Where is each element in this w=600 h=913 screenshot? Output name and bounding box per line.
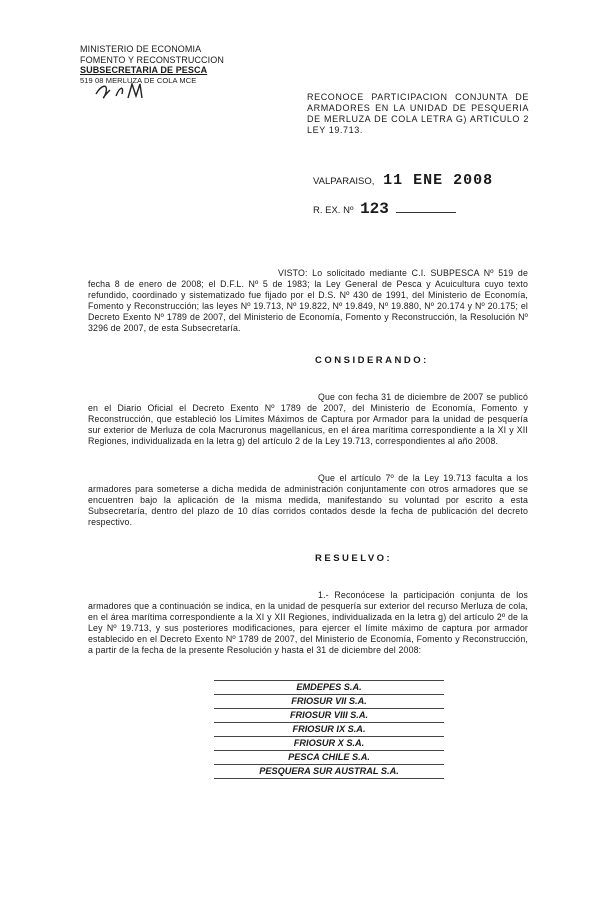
company-row: PESCA CHILE S.A. [214, 750, 444, 764]
company-row: PESQUERA SUR AUSTRAL S.A. [214, 764, 444, 779]
subsecretaria-name: SUBSECRETARIA DE PESCA [80, 65, 208, 75]
companies-table [214, 680, 444, 779]
ministry-subtitle: FOMENTO Y RECONSTRUCCION [80, 54, 224, 65]
rex-underline [396, 211, 456, 213]
ministry-name: MINISTERIO DE ECONOMIA [80, 44, 202, 54]
file-reference: 519 08 MERLUZA DE COLA MCE [80, 75, 197, 85]
visto-paragraph: VISTO: Lo solicitado mediante C.I. SUBPESCA Nº 519 de fecha 8 de enero de 2008; el D.F.L. Nº 5 de 1983; la Ley General de Pesca y Acuicultura cuyo texto refundido, coordinado y sistematizado fue fijado por el D.S. Nº 430 de 1991, del Ministerio de Economía, Fomento y Reconstrucción; las leyes Nº 19.713, Nº 19.822, Nº 19.849, Nº 19.880, Nº 20.174 y Nº 20.175; el Decreto Exento Nº 1789 de 2007, del Ministerio de Economía, Fomento y Reconstrucción, la Resolución Nº 3296 de 2007, de esta Subsecretaría. [88, 268, 528, 333]
company-row: FRIOSUR VII S.A. [214, 694, 444, 708]
company-row: FRIOSUR VIII S.A. [214, 708, 444, 722]
considerando-paragraph-1: Que con fecha 31 de diciembre de 2007 se publicó en el Diario Oficial el Decreto Exento Nº 1789 de 2007, del Ministerio de Economía, Fomento y Reconstrucción, que estableció los Límites Máximos de Captura por Armador para la unidad de pesquería sur exterior de Merluza de cola Macruronus magellanicus, en el área marítima correspondiente a la XI y XII Regiones, individualizada en la letra g) del artículo 2 de la Ley 19.713, correspondientes al año 2008. [88, 392, 528, 446]
rex-number: 123 [360, 200, 389, 218]
company-row: FRIOSUR IX S.A. [214, 722, 444, 736]
company-row: EMDEPES S.A. [214, 680, 444, 694]
initials-signature [94, 80, 164, 102]
resolution-number [313, 200, 456, 218]
subject-block: RECONOCE PARTICIPACION CONJUNTA DE ARMADORES EN LA UNIDAD DE PESQUERIA DE MERLUZA DE COLA LETRA G) ARTICULO 2 LEY 19.713. [307, 92, 529, 135]
considerando-heading: CONSIDERANDO: [315, 355, 429, 366]
resuelvo-heading: RESUELVO: [315, 553, 393, 564]
considerando-paragraph-2: Que el artículo 7º de la Ley 19.713 faculta a los armadores para someterse a dicha medida de administración conjuntamente con otros armadores que se encuentren bajo la aplicación de la misma medida, manifestando su voluntad por escrito a esta Subsecretaría, dentro del plazo de 10 días corridos contados desde la fecha de publicación del decreto respectivo. [88, 473, 528, 527]
company-row: FRIOSUR X S.A. [214, 736, 444, 750]
rex-label: R. EX. Nº [313, 205, 354, 216]
resuelvo-paragraph-1: 1.- Reconócese la participación conjunta de los armadores que a continuación se indica, en la unidad de pesquería sur exterior del recurso Merluza de cola, en el área marítima correspondiente a la XI y XII Regiones, individualizada en la letra g) del artículo 2º de la Ley Nº 19.713, y sus posteriores modificaciones, para ejercer el límite máximo de captura por armador establecido en el Decreto Exento Nº 1789 de 2007, del Ministerio de Economía, Fomento y Reconstrucción, a partir de la fecha de la presente Resolución y hasta el 31 de diciembre del 2008: [88, 590, 528, 655]
place-label: VALPARAISO, [313, 176, 375, 187]
place-date [313, 172, 493, 189]
date-stamp: 11 ENE 2008 [383, 172, 494, 189]
